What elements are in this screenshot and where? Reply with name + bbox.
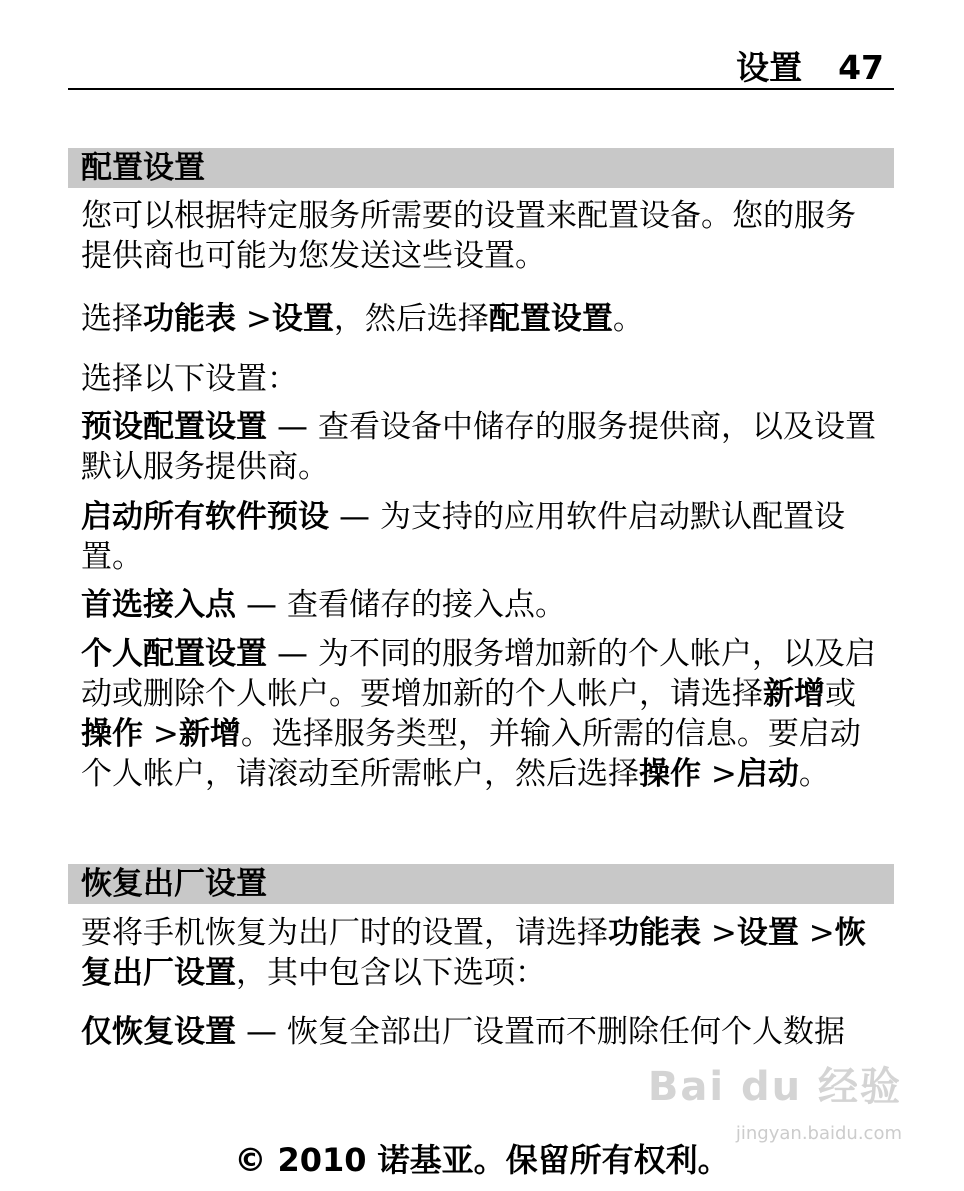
- nav-sep: >: [245, 301, 272, 337]
- option-item: [81, 634, 886, 794]
- option-item: [81, 585, 886, 625]
- em-dash: —: [246, 587, 277, 623]
- menu-ref: 功能表: [143, 301, 236, 337]
- intro-paragraph: [81, 913, 886, 993]
- section-heading-bar: [68, 148, 894, 188]
- option-term: 个人配置设置: [81, 636, 267, 672]
- intro-text: ，其中包含以下选项：: [236, 955, 546, 991]
- option-item: [81, 1012, 886, 1052]
- nav-sep: >: [808, 915, 835, 951]
- option-term: 仅恢复设置: [81, 1014, 236, 1050]
- nav-sep: >: [710, 915, 737, 951]
- em-dash: —: [246, 1014, 277, 1050]
- intro-paragraph: 您可以根据特定服务所需要的设置来配置设备。您的服务提供商也可能为您发送这些设置。: [81, 198, 856, 274]
- config-ref: 配置设置: [488, 301, 613, 337]
- option-desc: 。选择服务类型，并输入所需的信息。要启动个人帐户，请滚动至所需帐户，然后选择: [81, 716, 861, 792]
- em-dash: —: [277, 409, 308, 445]
- intro-text: 要将手机恢复为出厂时的设置，请选择: [81, 915, 608, 951]
- nav-sep: >: [152, 716, 179, 752]
- option-term: 预设配置设置: [81, 409, 267, 445]
- settings-ref: 设置: [271, 301, 334, 337]
- option-term: 启动所有软件预设: [81, 499, 329, 535]
- option-desc: 查看设备中储存的服务提供商，以及设置默认服务提供商。: [81, 409, 876, 485]
- settings-ref: 设置: [736, 915, 799, 951]
- nav-sep: >: [710, 756, 737, 792]
- option-desc: 为不同的服务增加新的个人帐户，以及启动或删除个人帐户。要增加新的个人帐户，请选择: [81, 636, 876, 712]
- navigation-path: [81, 299, 886, 339]
- page-number: 47: [838, 48, 884, 87]
- em-dash: —: [339, 499, 370, 535]
- watermark-url: jingyan.baidu.com: [735, 1123, 902, 1144]
- section-title: 配置设置: [81, 150, 205, 186]
- menu-ref: 功能表: [608, 915, 701, 951]
- option-item: [81, 407, 886, 487]
- baidu-watermark: [647, 1055, 902, 1150]
- nav-text: ，然后选择: [333, 301, 489, 337]
- nav-text: 选择: [81, 301, 143, 337]
- option-desc: 恢复全部出厂设置而不删除任何个人数据: [287, 1014, 845, 1050]
- options-ref: 操作: [639, 756, 701, 792]
- choose-line: 选择以下设置：: [81, 361, 298, 397]
- section-heading-bar: [68, 864, 894, 904]
- activate-ref: 启动: [736, 756, 799, 792]
- page-header: [68, 46, 894, 90]
- running-head: [736, 48, 884, 88]
- options-ref: 操作: [81, 716, 143, 752]
- option-desc: 查看储存的接入点。: [287, 587, 566, 623]
- new-ref: 新增: [763, 676, 825, 712]
- em-dash: —: [277, 636, 308, 672]
- option-term: 首选接入点: [81, 587, 236, 623]
- option-desc: 。: [798, 756, 830, 792]
- restore-ref: 恢复出厂设置: [81, 915, 866, 991]
- section-title: 恢复出厂设置: [81, 866, 267, 902]
- option-desc: 为支持的应用软件启动默认配置设置。: [81, 499, 845, 575]
- watermark-logo: Bai du 经验: [647, 1064, 902, 1110]
- nav-text: 。: [612, 301, 644, 337]
- copyright-footer: © 2010 诺基亚。保留所有权利。: [234, 1141, 730, 1179]
- section-name: 设置: [736, 48, 803, 87]
- option-item: [81, 497, 886, 577]
- option-desc: 或: [825, 676, 856, 712]
- new-ref: 新增: [178, 716, 241, 752]
